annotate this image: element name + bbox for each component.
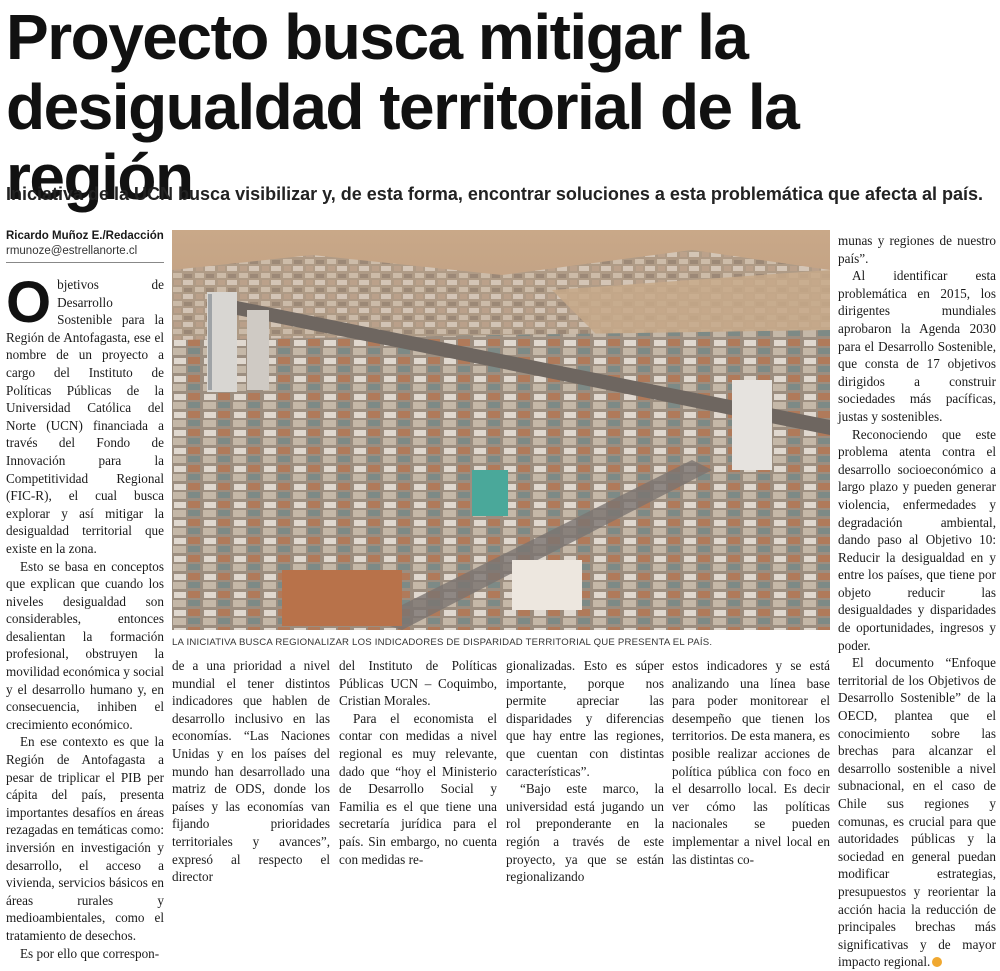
article-column-4 [506, 657, 664, 885]
byline [6, 229, 164, 259]
photo-caption: LA INICIATIVA BUSCA REGIONALIZAR LOS INDICADORES DE DISPARIDAD TERRITORIAL QUE PRESENTA EL PAÍS. [172, 637, 713, 648]
paragraph: Esto se basa en conceptos que explican que cuando los niveles desigualdad son considerables, entonces desalientan la formación profesional, obstruyen la movilidad económica y social y el desarrollo humano y, en consecuencia, inhiben el crecimiento económico. [6, 558, 164, 732]
end-mark-icon [932, 957, 942, 967]
article-column-2 [172, 657, 330, 885]
subheadline: Iniciativa de la UCN busca visibilizar y, de esta forma, encontrar soluciones a esta problemática que afecta al país. [6, 184, 984, 204]
paragraph: El documento “Enfoque territorial de los Objetivos de Desarrollo Sostenible” de la OECD, plantea que el conocimiento sobre las brechas para alcanzar el desarrollo sostenible a nivel subnacional, en el caso de Chile sus regiones y comunas, es crucial para que autoridades públicas y la sociedad en general puedan modificar estrategias, presupuestos y reorientar la acción hacia la reducción de principales brechas más significativas y de mayor impacto regional. [838, 655, 996, 970]
paragraph: En ese contexto es que la Región de Antofagasta a pesar de triplicar el PIB per cápita del país, presenta importantes desafíos en áreas rezagadas en temáticas como: inversión en investigación y desarrollo, el acceso a vivienda, servicios básicos en áreas rurales y medioambientales, como el tratamiento de desechos. [6, 734, 164, 943]
byline-divider [6, 262, 164, 263]
paragraph: del Instituto de Políticas Públicas UCN – Coquimbo, Cristian Morales. [339, 658, 497, 709]
drop-cap: O [6, 270, 52, 335]
paragraph: de a una prioridad a nivel mundial el tener distintos indicadores que hablen de desarrollo inclusivo en las economías. “Las Naciones Unidas y en los países del mundo han desarrollado una matriz de ODS, donde los países y las economías van fijando prioridades territoriales y avances”, expresó al respecto el director [172, 658, 330, 885]
article-column-3 [339, 657, 497, 867]
aerial-city-image [172, 230, 830, 630]
paragraph: Reconociendo que este problema atenta contra el desarrollo socioeconómico a largo plazo y pueden generar violencia, enfermedades y degradación ambiental, dando paso al Objetivo 10: Reducir la desigualdad en y entre los países, que tiene por objeto reducir las desigualdades y disparidades de oportunidades, ingresos y poder. [838, 426, 996, 653]
article-column-6 [838, 232, 996, 970]
paragraph: gionalizadas. Esto es súper importante, porque nos permite apreciar las disparidades y diferencias que hay entre las regiones, que cuentan con distintas características”. [506, 658, 664, 779]
paragraph: “Bajo este marco, la universidad está jugando un rol preponderante en la región a través de este proyecto, ya que se están regionalizando [506, 781, 664, 885]
author-email[interactable]: rmunoze@estrellanorte.cl [6, 245, 138, 257]
paragraph: estos indicadores y se está analizando una línea base para poder monitorear el desempeño que tienen los territorios. De esta manera, es posible realizar acciones de política pública con foco en el desarrollo local. Es decir ver cómo las políticas nacionales se pueden implementar a nivel local en las distintas co- [672, 658, 830, 867]
paragraph: munas y regiones de nuestro país”. [838, 233, 996, 266]
article-column-1 [6, 270, 164, 961]
paragraph: Al identificar esta problemática en 2015, los dirigentes mundiales aprobaron la Agenda 2030 para el Desarrollo Sostenible, que consta de 17 objetivos dirigidos a construir sociedades más pacíficas, justas y sostenibles. [838, 268, 996, 424]
paragraph: Es por ello que correspon- [20, 945, 160, 961]
author-name: Ricardo Muñoz E./Redacción [6, 230, 164, 242]
city-aerial-photo [172, 230, 830, 630]
paragraph: Para el economista el contar con medidas a nivel regional es muy relevante, dado que “hoy el Ministerio de Desarrollo Social y Familia es el que tiene una secretaría jurídica para el país. Sin embargo, no cuenta con medidas re- [339, 710, 497, 867]
article-column-5 [672, 657, 830, 867]
paragraph: Objetivos de Desarrollo Sostenible para la Región de Antofagasta, ese el nombre de un proyecto a cargo del Instituto de Políticas Públicas de la Universidad Católica del Norte (UCN) financiada a través del Fondo de Innovación para la Competitividad Regional (FIC-R), el cual busca explorar y así mitigar la desigualdad territorial que existe en la zona. [6, 270, 164, 556]
headline: Proyecto busca mitigar la desigualdad territorial de la región [6, 1, 799, 213]
